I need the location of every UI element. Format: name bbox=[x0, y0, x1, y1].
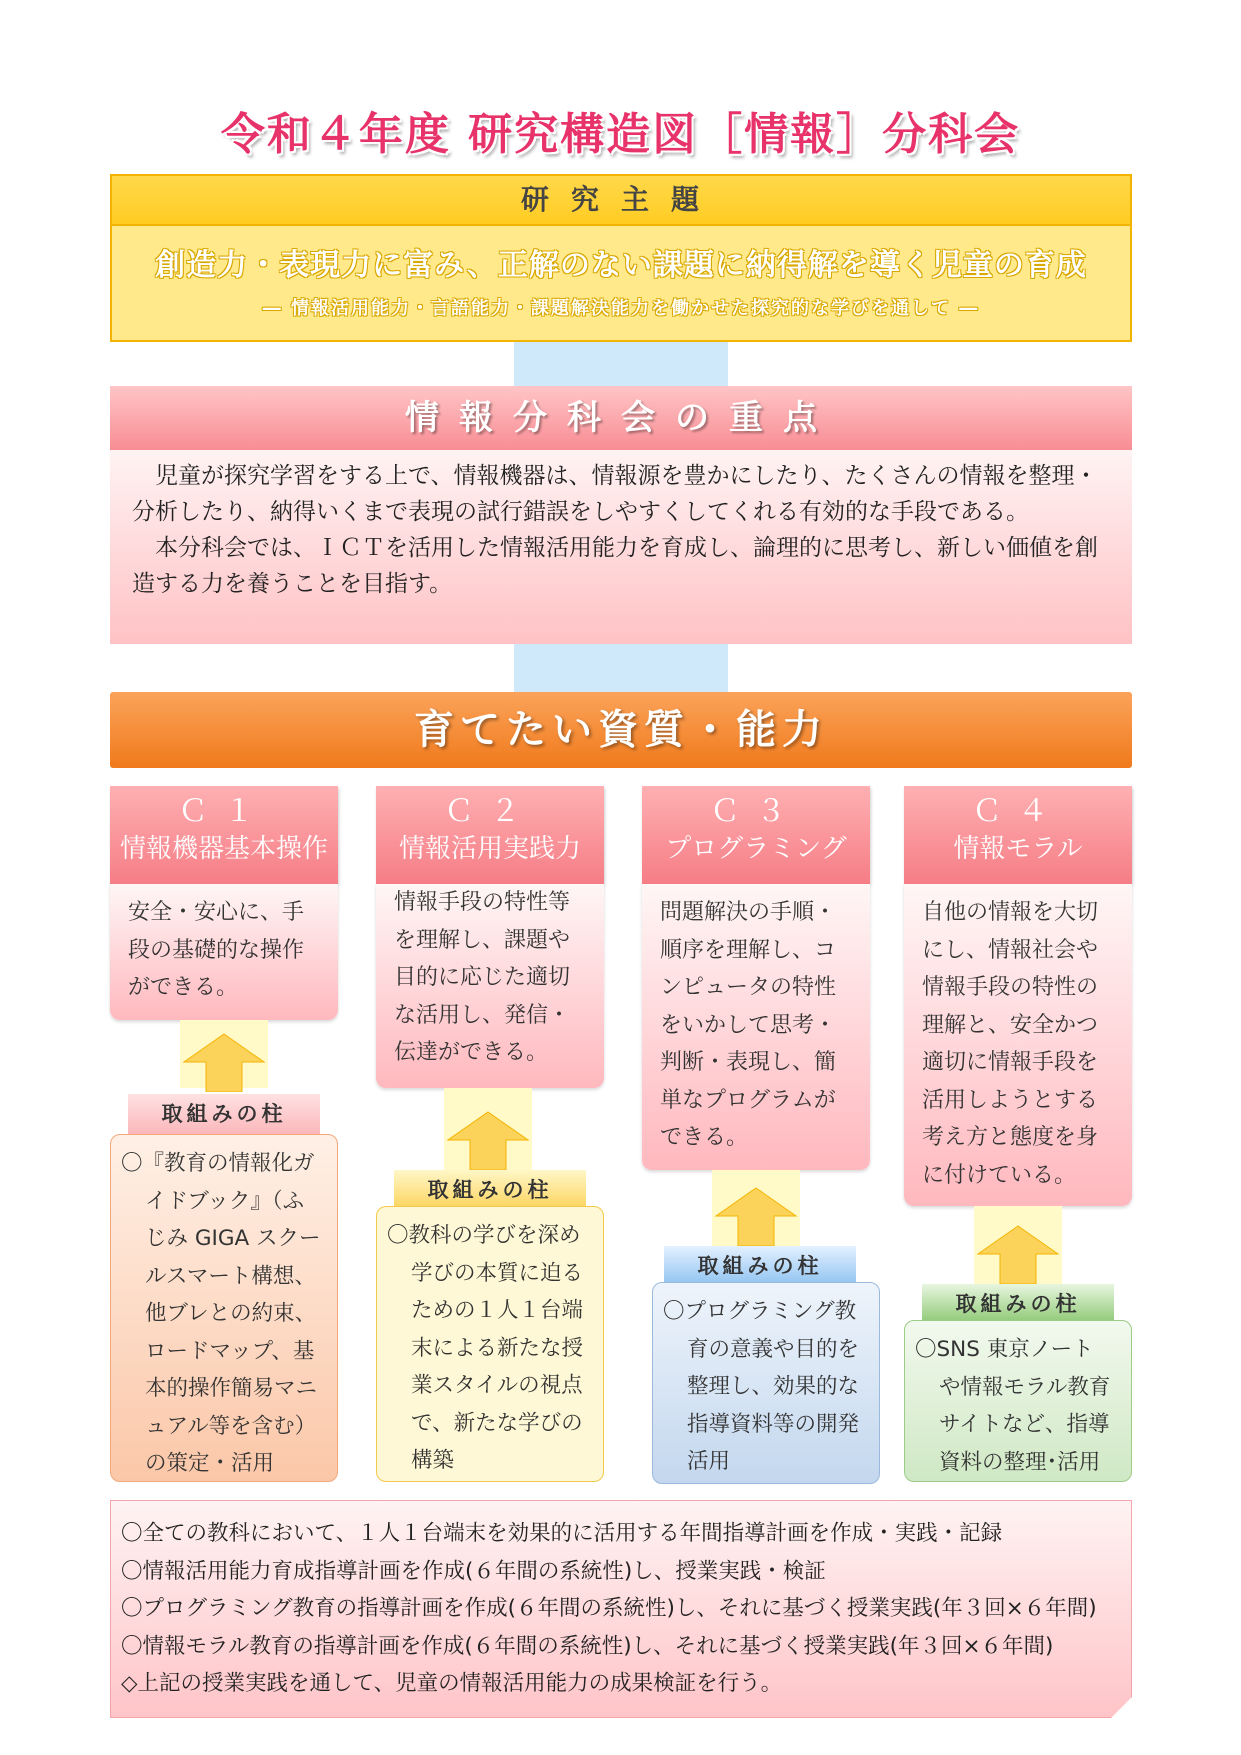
ability-c4-header bbox=[904, 786, 1132, 884]
pillar-line: 〇プログラミング教 bbox=[663, 1299, 857, 1324]
ability-line: 単なプログラムが bbox=[660, 1087, 836, 1113]
ability-name: 情報活用実践力 bbox=[398, 834, 581, 864]
ability-line: 理解と、安全かつ bbox=[922, 1012, 1099, 1038]
ability-line: 情報手段の特性等 bbox=[394, 890, 571, 915]
pillar-c1-box bbox=[110, 1134, 338, 1482]
ability-line: できる。 bbox=[660, 1125, 749, 1150]
actions-box bbox=[110, 1500, 1132, 1718]
pillar-line: 活用 bbox=[687, 1449, 731, 1474]
ability-code: Ｃ２ bbox=[444, 794, 536, 829]
action-line: 〇プログラミング教育の指導計画を作成(６年間の系統性)し、それに基づく授業実践(年３回×６年間) bbox=[121, 1596, 1097, 1621]
focus-paragraph: 児童が探究学習をする上で、情報機器は、情報源を豊かにしたり、たくさんの情報を整理・分析したり、納得いくまで表現の試行錯誤をしやすくしてくれる有効的な手段である。 bbox=[132, 463, 1098, 525]
up-arrow-icon bbox=[180, 1030, 268, 1092]
pillar-line: 指導資料等の開発 bbox=[687, 1411, 860, 1437]
up-arrow-icon bbox=[444, 1108, 532, 1170]
pillar-line: サイトなど、指導 bbox=[939, 1412, 1110, 1437]
pillar-c3-box bbox=[652, 1282, 880, 1484]
ability-line: にし、情報社会や bbox=[922, 937, 1099, 963]
pillar-line: 資料の整理･活用 bbox=[939, 1449, 1101, 1475]
pillar-line: や情報モラル教育 bbox=[939, 1374, 1111, 1400]
focus-paragraph: 本分科会では、ＩＣＴを活用した情報活用能力を育成し、論理的に思考し、新しい価値を創造する力を養うことを目指す。 bbox=[132, 535, 1098, 597]
action-line: 〇情報活用能力育成指導計画を作成(６年間の系統性)し、授業実践・検証 bbox=[121, 1558, 826, 1584]
ability-c3-header bbox=[642, 786, 870, 884]
ability-line: 段の基礎的な操作 bbox=[128, 937, 305, 963]
ability-line: 安全・安心に、手 bbox=[128, 900, 305, 925]
ability-name: 情報機器基本操作 bbox=[119, 834, 328, 864]
ability-c4-body bbox=[904, 884, 1132, 1206]
ability-line: を理解し、課題や bbox=[394, 927, 571, 953]
pillar-line: 末による新たな授 bbox=[411, 1335, 584, 1361]
pillar-line: ロードマップ、基 bbox=[145, 1338, 315, 1364]
ability-line: 考え方と態度を身 bbox=[922, 1125, 1099, 1150]
ability-line: 適切に情報手段を bbox=[922, 1050, 1099, 1075]
pillar-label: 取組みの柱 bbox=[394, 1170, 586, 1210]
ability-name: 情報モラル bbox=[953, 834, 1083, 864]
ability-c1-header bbox=[110, 786, 338, 884]
abilities-header: 育てたい資質・能力 bbox=[110, 692, 1132, 768]
ability-line: 順序を理解し、コ bbox=[660, 937, 837, 963]
ability-c3-body bbox=[642, 884, 870, 1170]
pillar-line: 他ブレとの約束、 bbox=[145, 1301, 317, 1326]
ability-line: な活用し、発信・ bbox=[394, 1002, 571, 1028]
ability-code: Ｃ４ bbox=[972, 794, 1064, 829]
pillar-line: 〇教科の学びを深め bbox=[387, 1223, 581, 1248]
ability-line: ができる。 bbox=[128, 975, 239, 1000]
pillar-line: 本的操作簡易マニ bbox=[145, 1376, 318, 1401]
connector-bar bbox=[514, 342, 728, 386]
ability-line: に付けている。 bbox=[922, 1162, 1077, 1188]
action-line: 〇全ての教科において、１人１台端末を効果的に活用する年間指導計画を作成・実践・記録 bbox=[121, 1521, 1003, 1546]
pillar-line: 育の意義や目的を bbox=[687, 1336, 860, 1362]
pillar-line: 構築 bbox=[411, 1448, 455, 1473]
connector-bar bbox=[514, 644, 728, 692]
page-title: 令和４年度 研究構造図［情報］分科会 bbox=[220, 109, 1021, 160]
page-curl-corner bbox=[1110, 1697, 1132, 1719]
up-arrow-icon bbox=[712, 1184, 800, 1246]
pillar-line: で、新たな学びの bbox=[411, 1410, 583, 1436]
ability-c1-body bbox=[110, 884, 338, 1020]
pillar-line: ュアル等を含む） bbox=[145, 1413, 317, 1439]
pillar-label: 取組みの柱 bbox=[922, 1284, 1114, 1324]
ability-code: Ｃ１ bbox=[178, 794, 270, 829]
pillar-line: ための１人１台端 bbox=[411, 1298, 584, 1323]
pillar-label: 取組みの柱 bbox=[128, 1094, 320, 1134]
theme-sub: ― 情報活用能力・言語能力・課題解決能力を働かせた探究的な学びを通して ― bbox=[262, 298, 980, 319]
ability-c2-header bbox=[376, 786, 604, 884]
ability-c2-body bbox=[376, 884, 604, 1088]
pillar-line: じみ GIGA スクー bbox=[145, 1226, 321, 1251]
ability-line: 伝達ができる。 bbox=[394, 1040, 549, 1065]
pillar-line: の策定・活用 bbox=[145, 1451, 275, 1476]
pillar-line: 学びの本質に迫る bbox=[411, 1260, 584, 1286]
ability-line: ンピュータの特性 bbox=[660, 975, 837, 1000]
pillar-label: 取組みの柱 bbox=[664, 1246, 856, 1286]
ability-name: プログラミング bbox=[665, 834, 847, 864]
theme-body bbox=[110, 226, 1132, 342]
pillar-line: ルスマート構想、 bbox=[145, 1263, 316, 1289]
pillar-line: 〇SNS 東京ノート bbox=[915, 1337, 1094, 1362]
pillar-line: 〇『教育の情報化ガ bbox=[121, 1151, 315, 1176]
action-line: 〇情報モラル教育の指導計画を作成(６年間の系統性)し、それに基づく授業実践(年３回×６年間) bbox=[121, 1633, 1054, 1659]
pillar-c2-box bbox=[376, 1206, 604, 1482]
pillar-line: 業スタイルの視点 bbox=[411, 1373, 583, 1398]
ability-line: 活用しようとする bbox=[922, 1087, 1099, 1113]
ability-line: 自他の情報を大切 bbox=[922, 900, 1099, 925]
ability-line: をいかして思考・ bbox=[660, 1012, 837, 1038]
focus-body bbox=[110, 450, 1132, 644]
ability-line: 問題解決の手順・ bbox=[660, 900, 837, 925]
pillar-line: 整理し、効果的な bbox=[687, 1374, 860, 1399]
action-line: ◇上記の授業実践を通して、児童の情報活用能力の成果検証を行う。 bbox=[121, 1671, 783, 1696]
ability-line: 目的に応じた適切 bbox=[394, 965, 571, 990]
ability-line: 情報手段の特性の bbox=[922, 975, 1099, 1000]
up-arrow-icon bbox=[974, 1222, 1062, 1284]
ability-code: Ｃ３ bbox=[710, 794, 802, 829]
pillar-c4-box bbox=[904, 1320, 1132, 1482]
focus-header: 情報分科会の重点 bbox=[110, 386, 1132, 450]
theme-header: 研究主題 bbox=[110, 174, 1132, 226]
ability-line: 判断・表現し、簡 bbox=[660, 1050, 837, 1075]
theme-main: 創造力・表現力に富み、正解のない課題に納得解を導く児童の育成 bbox=[155, 248, 1087, 283]
pillar-line: イドブック』（ふ bbox=[145, 1188, 305, 1214]
